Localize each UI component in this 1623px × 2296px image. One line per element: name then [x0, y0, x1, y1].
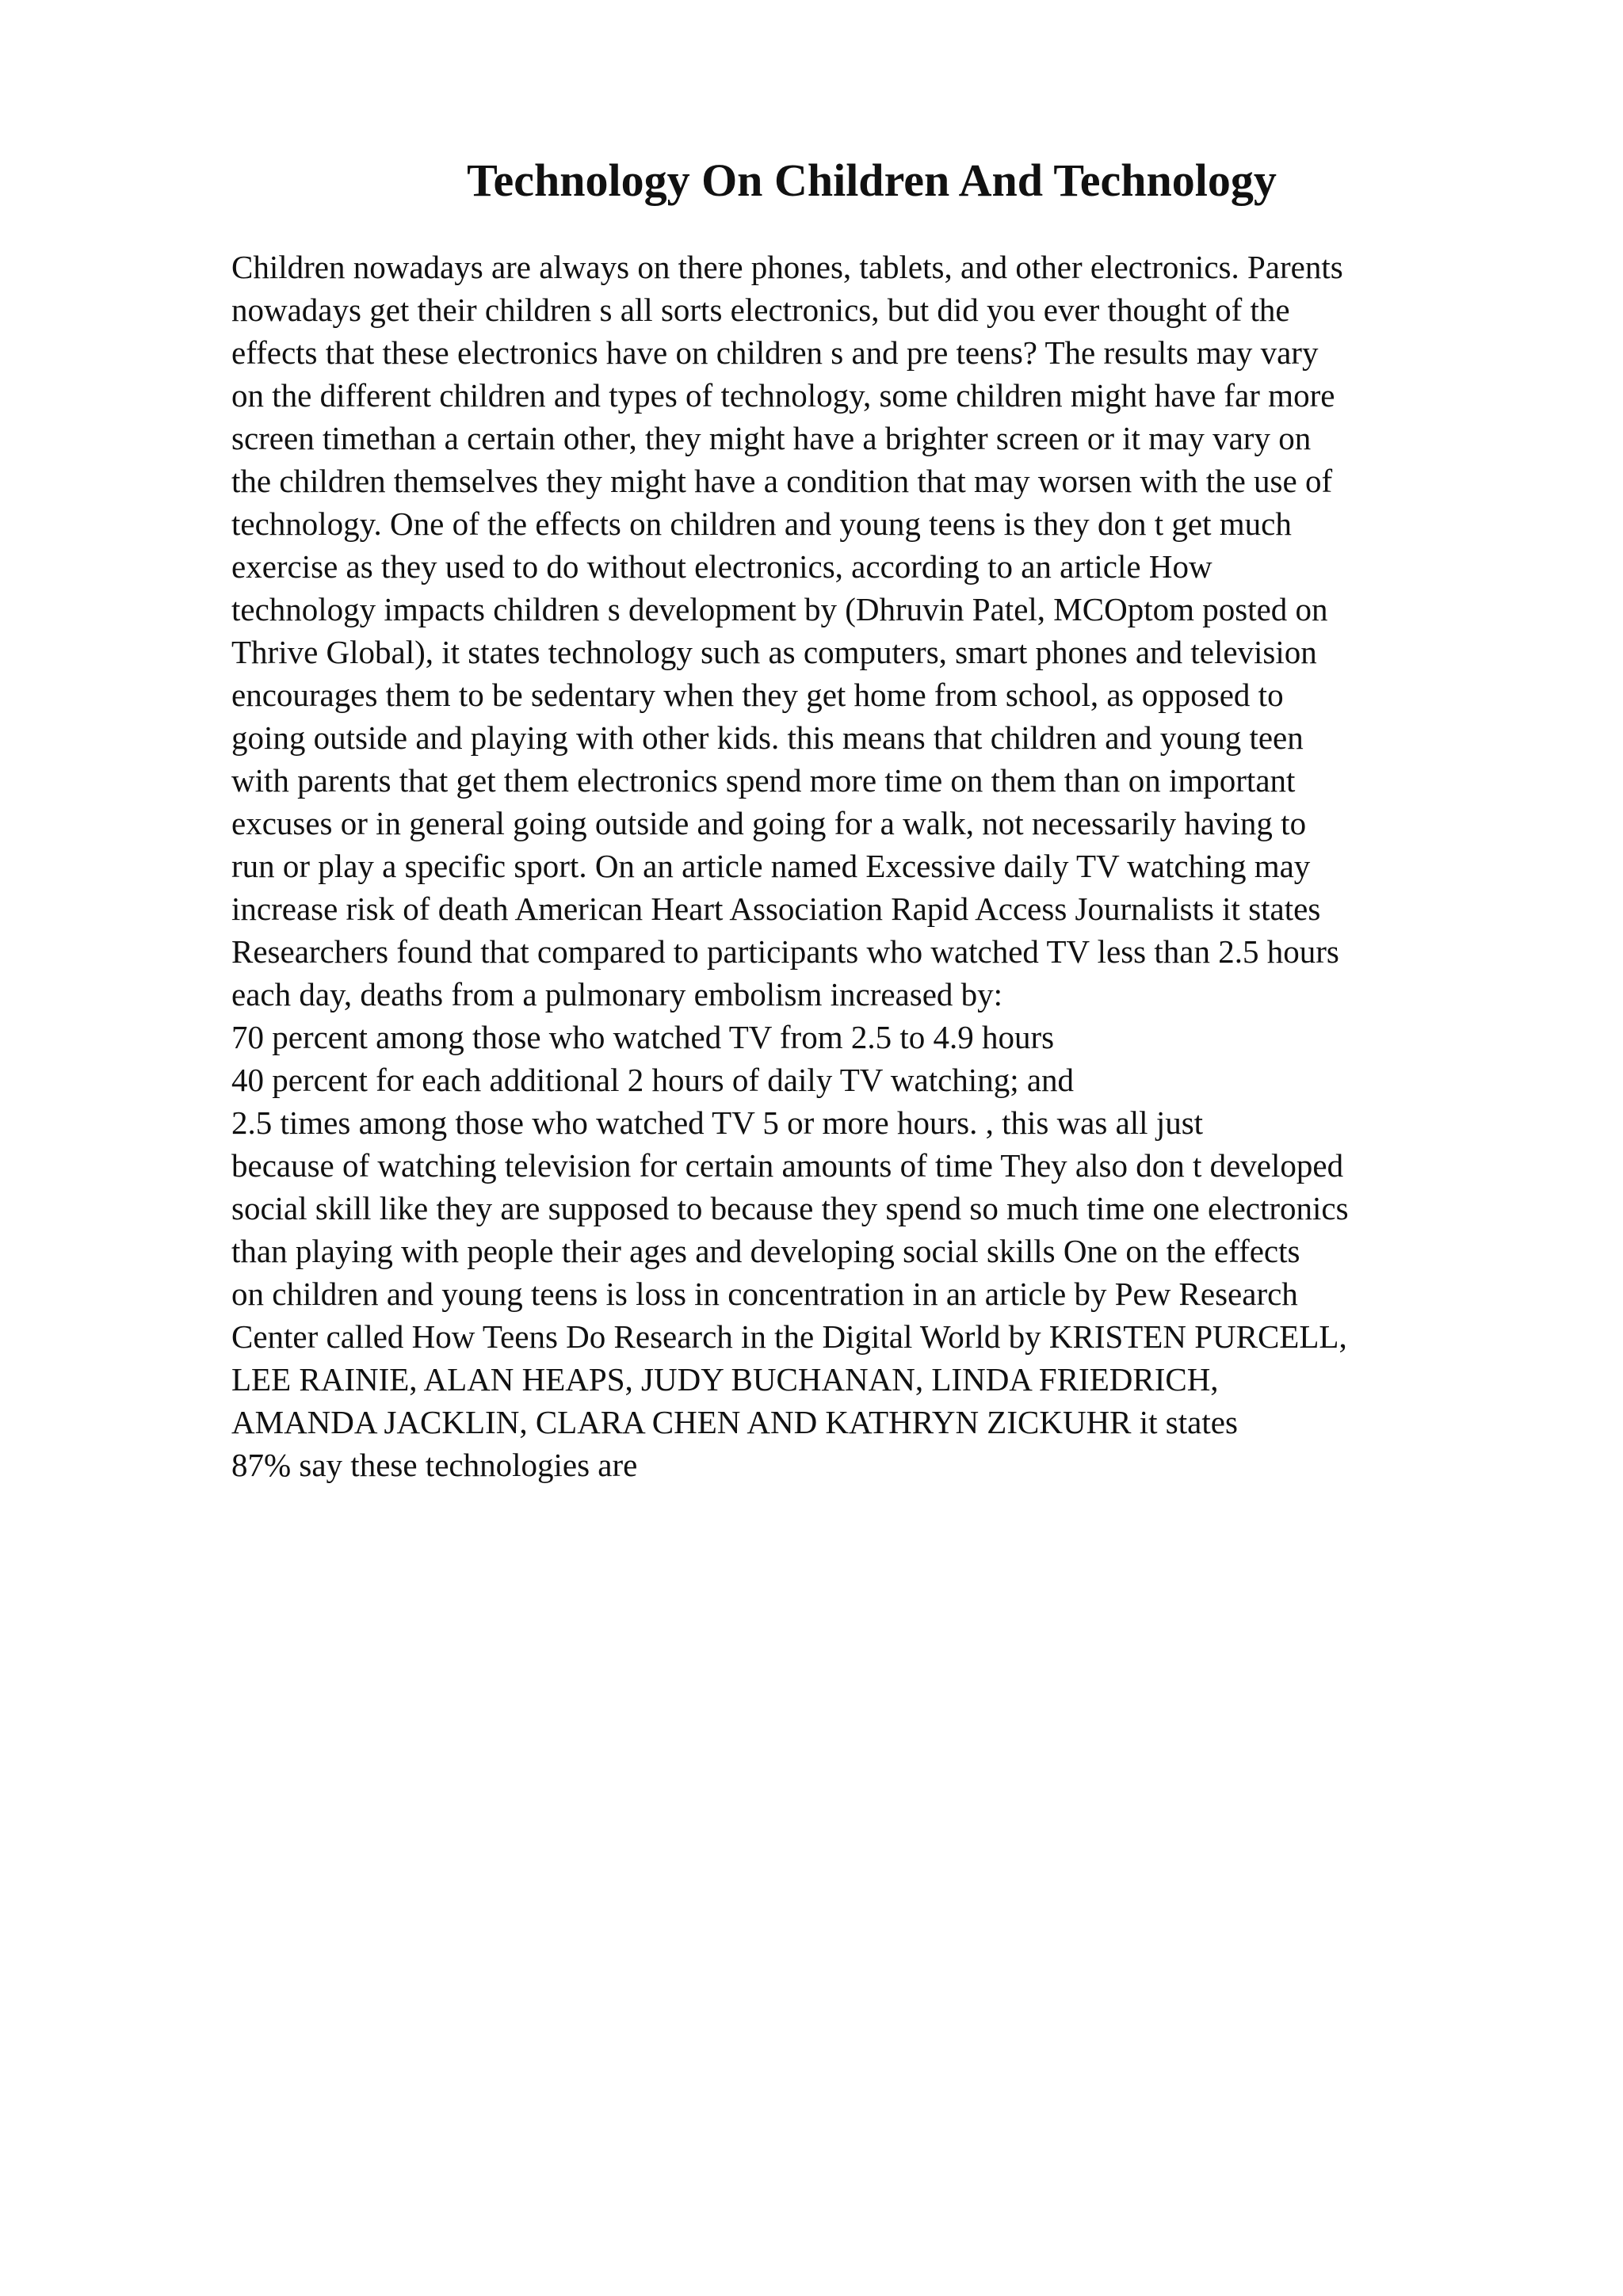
body-line: 87% say these technologies are — [231, 1447, 638, 1483]
body-line: each day, deaths from a pulmonary embolism increased by: — [231, 976, 1003, 1013]
body-line: going outside and playing with other kids. this means that children and young teen — [231, 719, 1304, 756]
body-line: on children and young teens is loss in concentration in an article by Pew Research — [231, 1276, 1298, 1312]
body-line: Thrive Global), it states technology such as computers, smart phones and television — [231, 634, 1317, 670]
body-line: social skill like they are supposed to because they spend so much time one electronics — [231, 1190, 1349, 1226]
body-line: Children nowadays are always on there phones, tablets, and other electronics. Parents — [231, 249, 1343, 285]
body-line: technology. One of the effects on children and young teens is they don t get much — [231, 505, 1292, 542]
body-line: effects that these electronics have on children s and pre teens? The results may vary — [231, 334, 1319, 371]
body-line: than playing with people their ages and developing social skills One on the effects — [231, 1233, 1300, 1269]
body-line: on the different children and types of technology, some children might have far more — [231, 377, 1335, 414]
body-line: because of watching television for certain amounts of time They also don t developed — [231, 1147, 1344, 1184]
body-line: increase risk of death American Heart Association Rapid Access Journalists it states — [231, 891, 1321, 927]
body-line: 70 percent among those who watched TV from 2.5 to 4.9 hours — [231, 1019, 1055, 1055]
body-line: Center called How Teens Do Research in the Digital World by KRISTEN PURCELL, — [231, 1318, 1347, 1355]
body-line: exercise as they used to do without electronics, according to an article How — [231, 548, 1212, 585]
body-line: run or play a specific sport. On an article named Excessive daily TV watching may — [231, 848, 1311, 884]
body-line: encourages them to be sedentary when they get home from school, as opposed to — [231, 677, 1284, 713]
body-line: AMANDA JACKLIN, CLARA CHEN AND KATHRYN ZICKUHR it states — [231, 1404, 1238, 1440]
body-line: 2.5 times among those who watched TV 5 or more hours. , this was all just — [231, 1104, 1204, 1141]
body-line: LEE RAINIE, ALAN HEAPS, JUDY BUCHANAN, LINDA FRIEDRICH, — [231, 1361, 1219, 1398]
body-line: technology impacts children s development by (Dhruvin Patel, MCOptom posted on — [231, 591, 1328, 627]
page-title: Technology On Children And Technology — [467, 154, 1277, 206]
document-body — [231, 246, 1610, 1486]
body-line: with parents that get them electronics spend more time on them than on important — [231, 762, 1296, 799]
body-line: Researchers found that compared to participants who watched TV less than 2.5 hours — [231, 933, 1339, 970]
body-line: excuses or in general going outside and going for a walk, not necessarily having to — [231, 805, 1307, 841]
body-line: screen timethan a certain other, they might have a brighter screen or it may vary on — [231, 420, 1312, 456]
body-line: 40 percent for each additional 2 hours of daily TV watching; and — [231, 1062, 1075, 1098]
body-line: nowadays get their children s all sorts electronics, but did you ever thought of the — [231, 292, 1290, 328]
body-line: the children themselves they might have a condition that may worsen with the use of — [231, 463, 1333, 499]
